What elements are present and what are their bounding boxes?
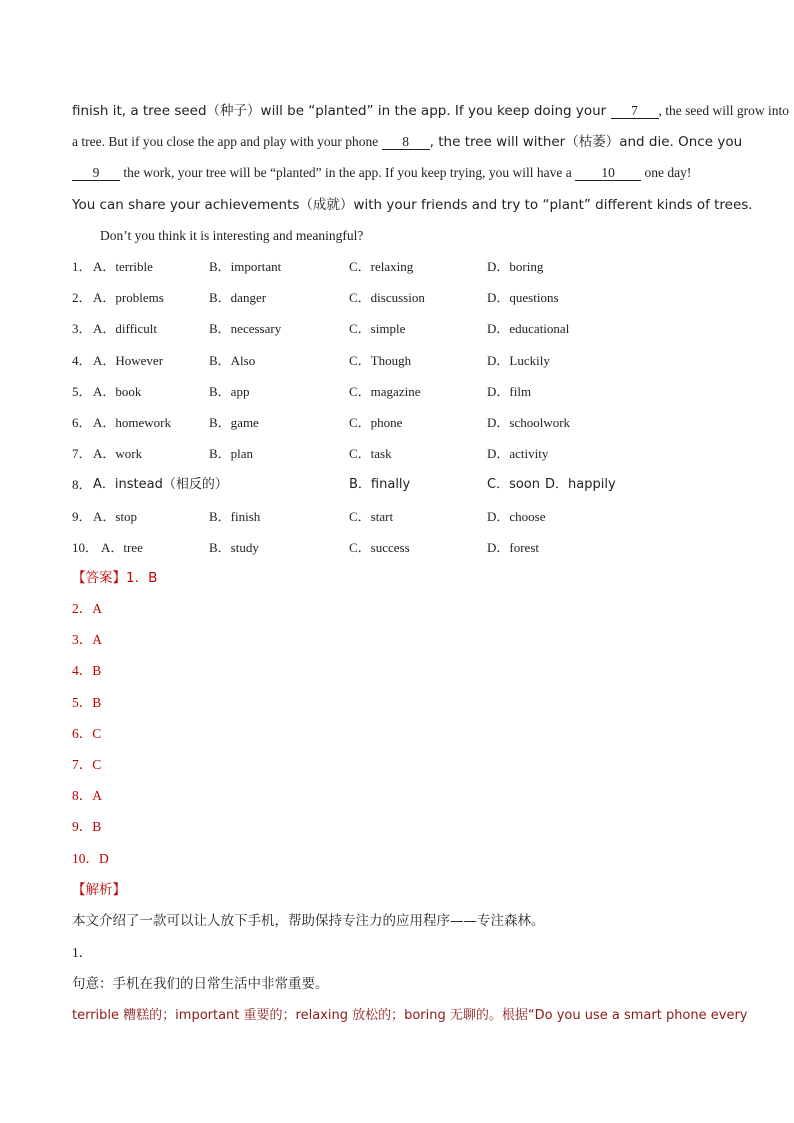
option-c[interactable]: C．success: [349, 539, 410, 555]
option-c[interactable]: C．task: [349, 446, 392, 462]
answer-item: 8．A: [72, 788, 102, 804]
question-number: 4．: [72, 352, 92, 368]
option-b[interactable]: B．necessary: [209, 321, 282, 337]
option-a[interactable]: A．difficult: [93, 321, 158, 337]
blank-8: 8: [382, 134, 430, 150]
answer-item: 2．A: [72, 601, 102, 616]
option-d[interactable]: D．film: [487, 383, 532, 399]
analysis-q1-number: 1．: [72, 945, 93, 960]
option-b[interactable]: B．danger: [209, 290, 267, 306]
option-d[interactable]: D．educational: [487, 321, 570, 337]
option-d[interactable]: D．boring: [487, 259, 544, 274]
option-b[interactable]: B．finally: [349, 477, 411, 493]
option-d[interactable]: D．forest: [487, 539, 539, 555]
option-c[interactable]: C．relaxing: [349, 259, 414, 274]
blank-7: 7: [611, 103, 659, 119]
answer-label: 【答案】: [72, 570, 126, 586]
answer-item: 10．D: [72, 850, 109, 866]
option-b[interactable]: B．game: [209, 415, 259, 430]
passage-text: a tree. But if you close the app and play with your phone: [72, 134, 382, 149]
option-b[interactable]: B．Also: [209, 352, 256, 368]
option-b[interactable]: B．app: [209, 383, 250, 399]
question-number: 7．: [72, 446, 92, 462]
option-b[interactable]: B．study: [209, 539, 259, 555]
question-number: 10．: [72, 539, 99, 555]
option-a[interactable]: A．homework: [93, 415, 171, 430]
question-number: 5．: [72, 383, 92, 399]
passage-text: , the seed will grow into: [658, 103, 789, 118]
answer-heading: [72, 569, 157, 587]
option-a[interactable]: A．problems: [93, 290, 164, 306]
option-d[interactable]: D．questions: [487, 290, 559, 306]
passage-line-4: You can share your achievements（成就）with your friends and try to “plant” different kinds of trees.: [72, 197, 753, 213]
option-c[interactable]: C．simple: [349, 321, 406, 337]
passage-text: finish it, a tree seed（种子）will be “planted” in the app. If you keep doing your: [72, 103, 611, 119]
option-d[interactable]: D．Luckily: [487, 352, 550, 368]
answer-item: 4．B: [72, 663, 102, 679]
question-number: 3．: [72, 321, 92, 337]
question-number: 6．: [72, 415, 92, 430]
option-d[interactable]: D．choose: [487, 508, 546, 524]
analysis-q1-meaning: 句意：手机在我们的日常生活中非常重要。: [72, 976, 329, 992]
option-c[interactable]: C．start: [349, 508, 394, 524]
question-number: 2．: [72, 290, 92, 306]
passage-line-5: Don’t you think it is interesting and meaningful?: [100, 228, 364, 243]
option-b[interactable]: B．finish: [209, 508, 261, 524]
option-c[interactable]: C．phone: [349, 415, 403, 430]
option-a[interactable]: A．tree: [101, 539, 143, 555]
option-b[interactable]: B．plan: [209, 446, 254, 462]
option-c[interactable]: C．magazine: [349, 383, 421, 399]
option-d[interactable]: D．activity: [487, 446, 549, 462]
passage-line-1: [72, 102, 789, 120]
answer-item: 9．B: [72, 819, 102, 835]
passage-line-3: [72, 164, 691, 182]
analysis-q1-explain: terrible 糟糕的；important 重要的；relaxing 放松的；boring 无聊的。根据“Do you use a smart phone every: [72, 1008, 748, 1023]
answer-item: 6．C: [72, 725, 102, 741]
question-number: 1．: [72, 259, 92, 274]
passage-text: , the tree will wither（枯萎）and die. Once you: [429, 134, 743, 150]
option-b[interactable]: B．important: [209, 259, 282, 274]
option-c[interactable]: C．Though: [349, 352, 412, 368]
option-d[interactable]: D．happily: [545, 477, 616, 493]
answer-item: 1．B: [126, 570, 158, 586]
option-c[interactable]: C．discussion: [349, 290, 425, 306]
blank-9: 9: [72, 165, 120, 181]
option-a[interactable]: A．However: [93, 352, 164, 368]
answer-item: 3．A: [72, 632, 102, 648]
option-a[interactable]: A．terrible: [93, 259, 153, 274]
option-a[interactable]: A．book: [93, 383, 142, 399]
analysis-label: 【解析】: [72, 882, 126, 898]
passage-line-2: [72, 133, 742, 151]
option-d[interactable]: D．schoolwork: [487, 415, 571, 430]
option-a[interactable]: A．instead（相反的）: [93, 477, 228, 493]
answer-item: 7．C: [72, 757, 102, 772]
passage-text: one day!: [641, 165, 692, 180]
option-c[interactable]: C．soon: [487, 477, 540, 493]
analysis-summary: 本文介绍了一款可以让人放下手机，帮助保持专注力的应用程序——专注森林。: [72, 913, 545, 929]
question-number: 9．: [72, 508, 92, 524]
question-number: 8．: [72, 477, 92, 493]
answer-item: 5．B: [72, 694, 102, 710]
option-a[interactable]: A．work: [93, 446, 143, 462]
option-a[interactable]: A．stop: [93, 508, 138, 524]
passage-text: the work, your tree will be “planted” in the app. If you keep trying, you will have a: [120, 165, 576, 180]
blank-10: 10: [575, 165, 641, 181]
